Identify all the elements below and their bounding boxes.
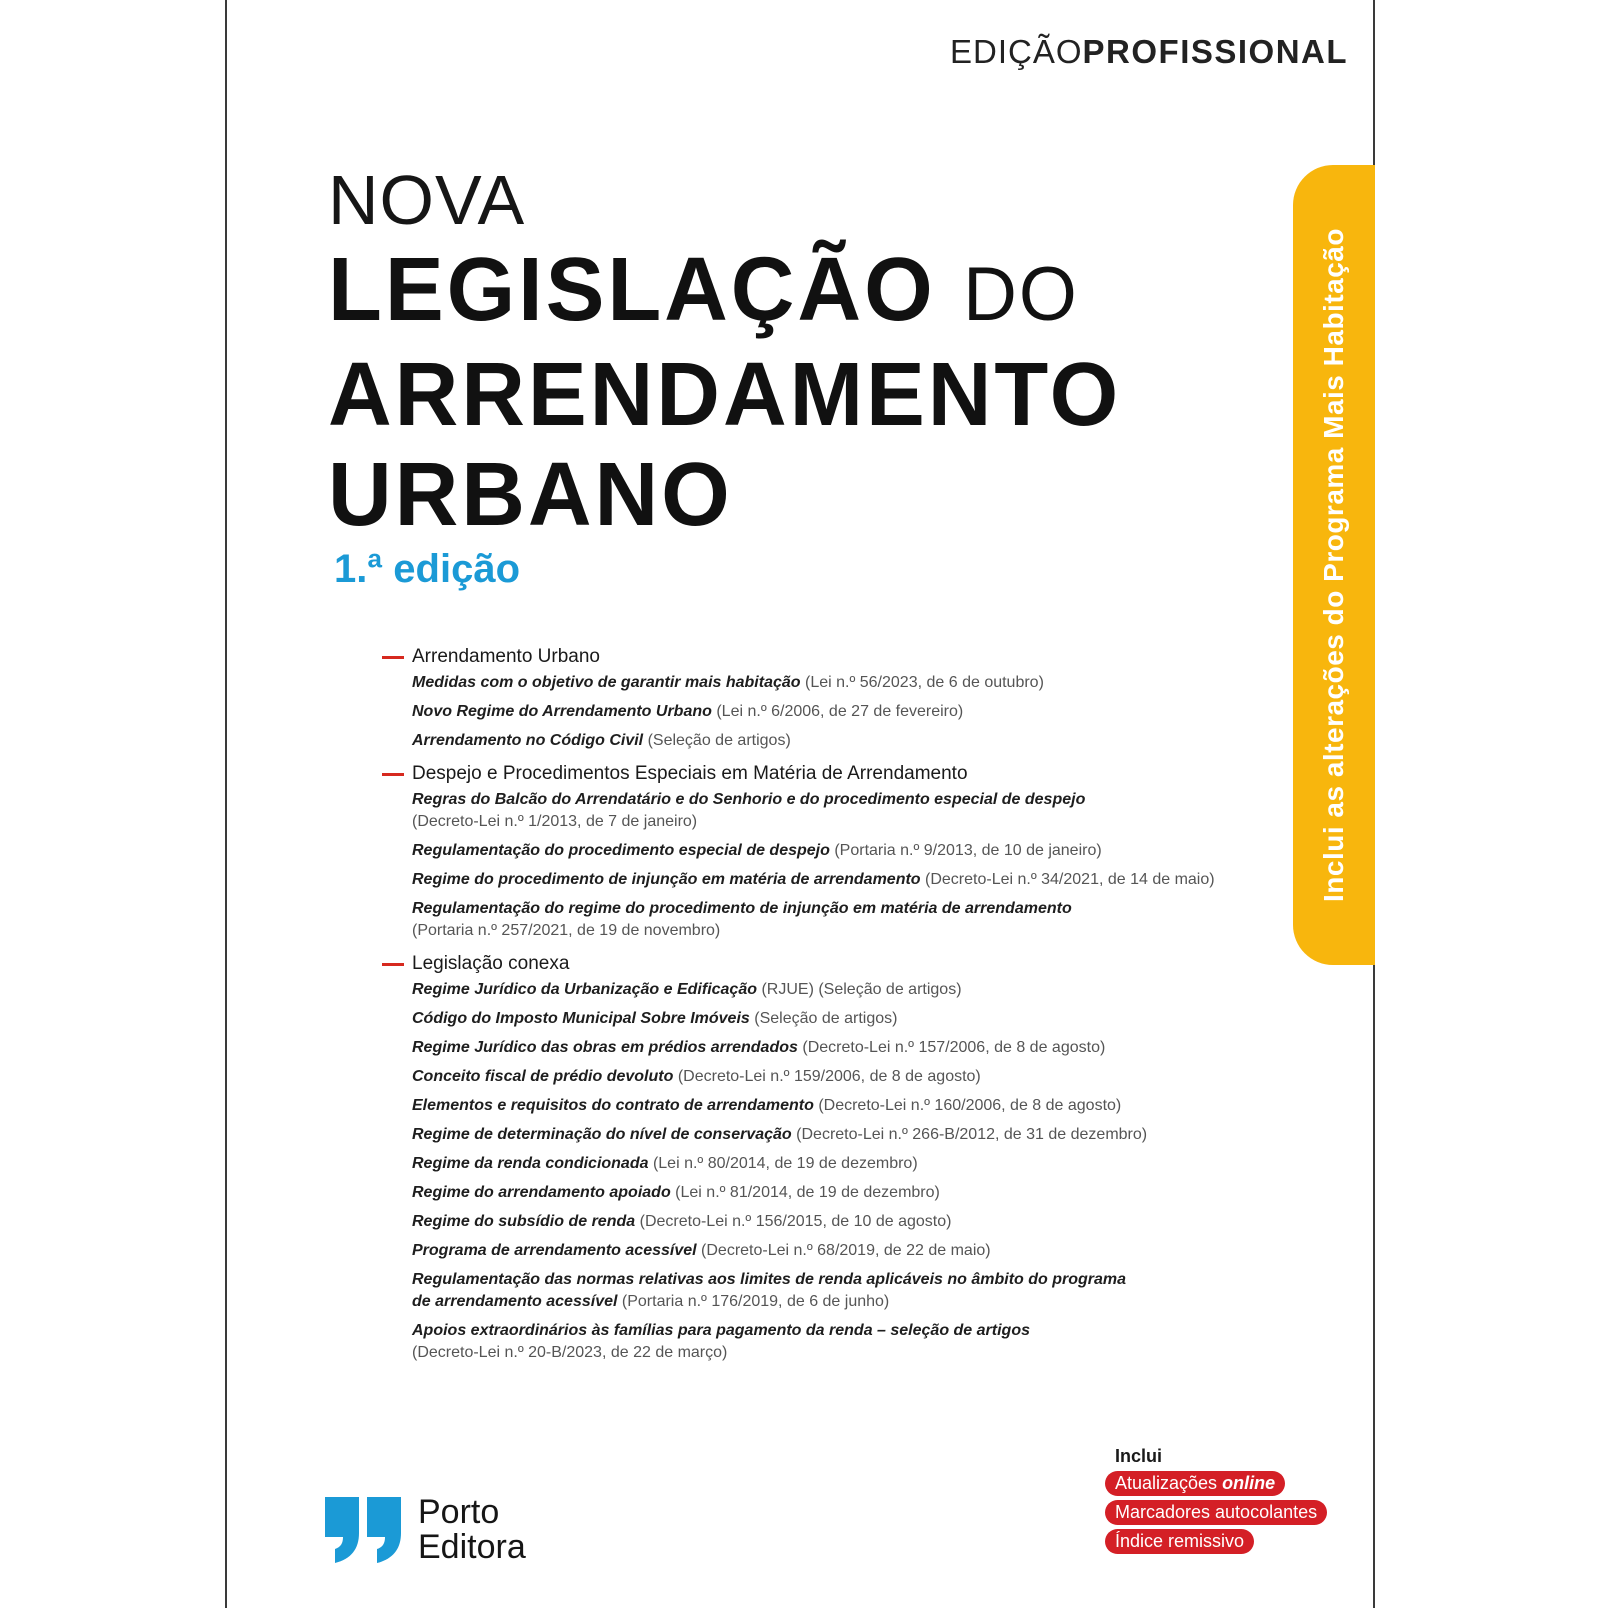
entry-ref: (Decreto-Lei n.º 160/2006, de 8 de agosto) [818, 1097, 1122, 1114]
side-banner-text: Inclui as alterações do Programa Mais Habitação [1318, 228, 1349, 902]
edition-number: 1.ª edição [334, 547, 520, 591]
entry-ref: (Portaria n.º 176/2019, de 6 de junho) [621, 1293, 890, 1310]
publisher-name-line-2: Editora [418, 1528, 526, 1566]
book-title [328, 160, 1137, 592]
badge-text: Marcadores autocolantes [1115, 1502, 1318, 1522]
entry-title: Regime da renda condicionada [412, 1155, 649, 1172]
entry-ref: (Decreto-Lei n.º 68/2019, de 22 de maio) [701, 1242, 991, 1259]
badge-text: Índice remissivo [1115, 1531, 1245, 1551]
title-line-2-bold: LEGISLAÇÃO [328, 240, 936, 340]
list-item [382, 1269, 1142, 1313]
badge-emphasis: online [1222, 1473, 1276, 1493]
entry-title: Programa de arrendamento acessível [412, 1242, 697, 1259]
includes-badge [1105, 1500, 1327, 1525]
entry-title: Elementos e requisitos do contrato de arrendamento [412, 1097, 814, 1114]
list-item [382, 1095, 1262, 1117]
list-item [382, 1182, 1262, 1204]
entry-title: Regime do procedimento de injunção em matéria de arrendamento [412, 871, 921, 888]
title-line-4: URBANO [328, 445, 733, 545]
includes-badge [1105, 1471, 1285, 1496]
entry-ref: (Decreto-Lei n.º 20-B/2023, de 22 de março) [412, 1344, 728, 1361]
entry-ref: (Lei n.º 6/2006, de 27 de fevereiro) [716, 703, 964, 720]
list-item [382, 840, 1262, 862]
edition-series-label [950, 33, 1348, 71]
section-heading-text: Legislação conexa [412, 953, 570, 974]
edition-series-light: EDIÇÃO [950, 33, 1083, 70]
entry-ref: (Portaria n.º 9/2013, de 10 de janeiro) [834, 842, 1102, 859]
title-line-3: ARRENDAMENTO [328, 345, 1122, 445]
entry-ref: (RJUE) (Seleção de artigos) [761, 981, 962, 998]
list-item [382, 672, 1262, 694]
contents-section [382, 949, 1262, 1364]
entry-ref: (Lei n.º 56/2023, de 6 de outubro) [805, 674, 1044, 691]
entry-title: Regras do Balcão do Arrendatário e do Senhorio e do procedimento especial de despejo [412, 791, 1086, 808]
entry-title: Regulamentação do procedimento especial de despejo [412, 842, 830, 859]
entry-ref: (Seleção de artigos) [647, 732, 791, 749]
entry-title: Regime de determinação do nível de conservação [412, 1126, 792, 1143]
section-heading [382, 949, 1262, 979]
title-line-2 [328, 240, 1121, 345]
entry-title: Regulamentação das normas relativas aos limites de renda aplicáveis no âmbito do programa de arrendamento acessível [412, 1271, 1127, 1310]
entry-title: Medidas com o objetivo de garantir mais habitação [412, 674, 801, 691]
dash-bullet-icon [382, 963, 404, 966]
dash-bullet-icon [382, 773, 404, 776]
badge-text: Atualizações [1115, 1473, 1218, 1493]
entry-title: Regime do arrendamento apoiado [412, 1184, 671, 1201]
list-item [382, 1066, 1262, 1088]
title-line-1: NOVA [328, 161, 526, 239]
entry-ref: (Decreto-Lei n.º 266-B/2012, de 31 de dezembro) [796, 1126, 1148, 1143]
list-item [382, 1153, 1262, 1175]
list-item [382, 1124, 1262, 1146]
list-item [382, 789, 1092, 833]
entry-title: Regime Jurídico das obras em prédios arrendados [412, 1039, 798, 1056]
entry-title: Novo Regime do Arrendamento Urbano [412, 703, 712, 720]
list-item [382, 979, 1262, 1001]
publisher-name-line-1: Porto [418, 1493, 500, 1531]
entry-title: Regulamentação do regime do procedimento de injunção em matéria de arrendamento [412, 900, 1072, 917]
entry-ref: (Seleção de artigos) [754, 1010, 898, 1027]
entry-ref: (Decreto-Lei n.º 34/2021, de 14 de maio) [925, 871, 1215, 888]
entry-title: Conceito fiscal de prédio devoluto [412, 1068, 674, 1085]
entry-title: Apoios extraordinários às famílias para pagamento da renda – seleção de artigos [412, 1322, 1030, 1339]
list-item [382, 701, 1262, 723]
list-item [382, 730, 1262, 752]
entry-ref: (Decreto-Lei n.º 157/2006, de 8 de agosto) [802, 1039, 1106, 1056]
edition-series-bold: PROFISSIONAL [1082, 33, 1349, 70]
entry-ref: (Lei n.º 80/2014, de 19 de dezembro) [652, 1155, 918, 1172]
contents-section [382, 759, 1262, 942]
entry-title: Arrendamento no Código Civil [412, 732, 644, 749]
list-item [382, 1320, 1062, 1364]
entry-ref: (Lei n.º 81/2014, de 19 de dezembro) [675, 1184, 940, 1201]
publisher-name [418, 1495, 526, 1565]
list-item [382, 1008, 1262, 1030]
publisher-logo [325, 1493, 565, 1567]
section-heading [382, 759, 1262, 789]
dash-bullet-icon [382, 656, 404, 659]
quote-mark-logo-icon [325, 1497, 405, 1563]
title-line-2-light: DO [963, 252, 1079, 337]
contents-section [382, 642, 1262, 752]
list-item [382, 1211, 1262, 1233]
entry-ref: (Decreto-Lei n.º 159/2006, de 8 de agosto) [677, 1068, 981, 1085]
list-item [382, 1037, 1262, 1059]
entry-title: Regime do subsídio de renda [412, 1213, 636, 1230]
list-item [382, 898, 1092, 942]
list-item [382, 869, 1262, 891]
entry-ref: (Portaria n.º 257/2021, de 19 de novembro) [412, 922, 721, 939]
list-item [382, 1240, 1262, 1262]
entry-title: Regime Jurídico da Urbanização e Edificação [412, 981, 757, 998]
includes-box [1105, 1446, 1327, 1558]
section-heading-text: Arrendamento Urbano [412, 646, 600, 667]
includes-label: Inclui [1115, 1446, 1163, 1466]
entry-title: Código do Imposto Municipal Sobre Imóveis [412, 1010, 750, 1027]
section-heading [382, 642, 1262, 672]
entry-ref: (Decreto-Lei n.º 1/2013, de 7 de janeiro) [412, 813, 698, 830]
section-heading-text: Despejo e Procedimentos Especiais em Matéria de Arrendamento [412, 763, 968, 784]
includes-badge [1105, 1529, 1254, 1554]
entry-ref: (Decreto-Lei n.º 156/2015, de 10 de agosto) [639, 1213, 952, 1230]
contents-list [382, 642, 1262, 1371]
